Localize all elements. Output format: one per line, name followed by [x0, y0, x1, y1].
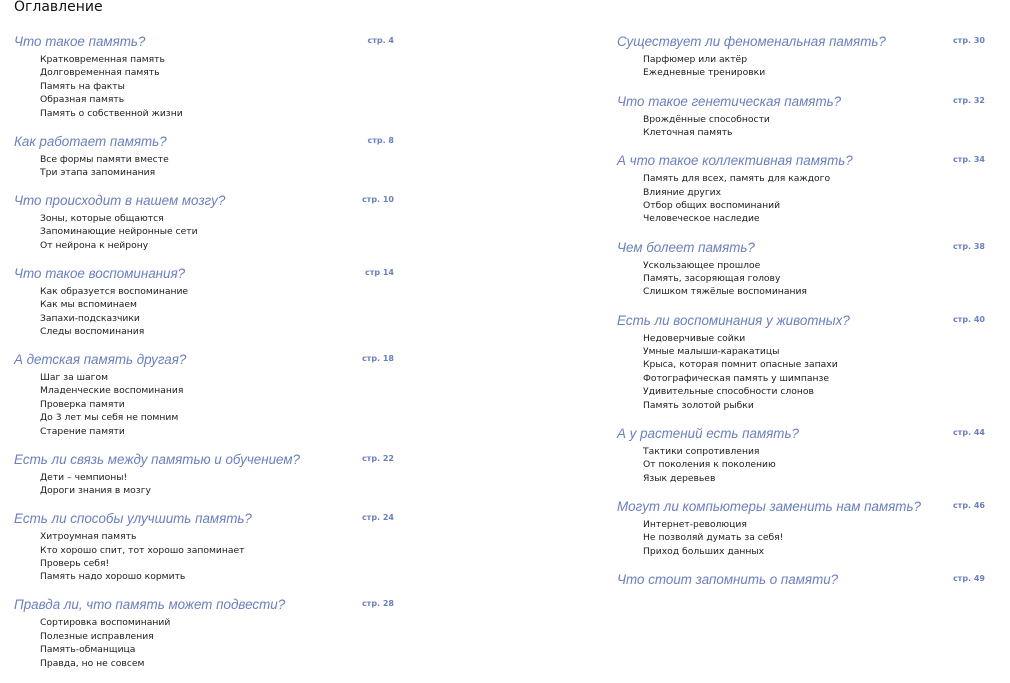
subtopic-item: Интернет-революция — [643, 518, 747, 530]
subtopic-item: Память на факты — [40, 80, 125, 92]
toc-section — [617, 312, 997, 412]
subtopic-item: Память, засоряющая голову — [643, 273, 781, 285]
section-title[interactable]: Есть ли способы улучшить память? — [14, 511, 252, 527]
subtopic-list — [14, 371, 394, 438]
section-title[interactable]: Что происходит в нашем мозгу? — [14, 193, 226, 209]
subtopic-item: Память о собственной жизни — [40, 107, 183, 119]
toc-section — [617, 425, 997, 485]
section-page-number: стр. 24 — [361, 513, 394, 523]
subtopic-item: Правда, но не совсем — [40, 657, 145, 669]
section-page-number: стр. 30 — [952, 36, 985, 45]
subtopic-item: Клеточная память — [643, 127, 733, 139]
subtopic-item: Человеческое наследие — [643, 213, 760, 225]
toc-section — [617, 152, 997, 226]
toc-section — [14, 451, 394, 498]
subtopic-item: От нейрона к нейрону — [40, 239, 149, 251]
subtopic-item: Влияние других — [643, 186, 722, 198]
subtopic-item: Дети – чемпионы! — [40, 471, 128, 483]
toc-left-column — [14, 33, 394, 683]
subtopic-item: Умные малыши-каракатицы — [643, 346, 780, 358]
subtopic-item: Отбор общих воспоминаний — [643, 200, 781, 212]
section-title[interactable]: Есть ли связь между памятью и обучением? — [14, 451, 300, 467]
subtopic-list — [617, 445, 997, 485]
subtopic-item: До 3 лет мы себя не помним — [40, 412, 179, 424]
subtopic-item: Приход больших данных — [643, 545, 765, 557]
section-title[interactable]: Что стоит запомнить о памяти? — [617, 571, 839, 587]
subtopic-item: Зоны, которые общаются — [40, 213, 164, 225]
toc-section — [617, 239, 997, 299]
subtopic-list — [14, 212, 394, 252]
toc-section — [617, 571, 997, 588]
subtopic-item: Недоверчивые сойки — [643, 332, 746, 344]
subtopic-list — [14, 285, 394, 339]
toc-section — [14, 265, 394, 339]
section-title[interactable]: А что такое коллективная память? — [617, 153, 853, 169]
subtopic-list — [14, 616, 394, 670]
subtopic-item: Образная память — [40, 94, 125, 106]
section-page-number: стр. 8 — [367, 135, 394, 145]
subtopic-list — [14, 53, 394, 120]
subtopic-item: Язык деревьев — [643, 472, 716, 484]
subtopic-item: Память для всех, память для каждого — [643, 173, 831, 185]
section-title[interactable]: Как работает память? — [14, 133, 167, 149]
section-page-number: стр. 10 — [361, 195, 394, 205]
subtopic-list — [617, 332, 997, 412]
section-page-number: стр. 22 — [361, 453, 394, 463]
subtopic-item: Дороги знания в мозгу — [40, 485, 151, 497]
subtopic-item: Крыса, которая помнит опасные запахи — [643, 359, 838, 371]
section-title[interactable]: Что такое воспоминания? — [14, 265, 186, 281]
toc-section — [14, 133, 394, 180]
subtopic-item: Память надо хорошо кормить — [40, 571, 186, 583]
subtopic-list — [14, 530, 394, 584]
subtopic-item: Как мы вспоминаем — [40, 299, 137, 311]
subtopic-item: Фотографическая память у шимпанзе — [643, 372, 830, 384]
subtopic-item: От поколения к поколению — [643, 459, 776, 471]
toc-section — [617, 93, 997, 140]
subtopic-item: Сортировка воспоминаний — [40, 617, 171, 629]
subtopic-item: Шаг за шагом — [40, 372, 109, 384]
subtopic-item: Ускользающее прошлое — [643, 259, 761, 271]
subtopic-item: Память золотой рыбки — [643, 399, 754, 411]
subtopic-item: Три этапа запоминания — [40, 167, 156, 179]
section-title[interactable]: Что такое память? — [14, 34, 146, 49]
section-title[interactable]: А детская память другая? — [14, 352, 187, 368]
section-page-number: стр. 32 — [952, 95, 985, 105]
subtopic-item: Следы воспоминания — [40, 326, 145, 338]
section-page-number: стр. 46 — [952, 500, 985, 510]
section-title[interactable]: Есть ли воспоминания у животных? — [617, 312, 850, 328]
subtopic-list — [617, 259, 997, 299]
subtopic-item: Все формы памяти вместе — [40, 153, 169, 165]
subtopic-item: Удивительные способности слонов — [643, 386, 814, 398]
toc-section — [14, 596, 394, 670]
section-page-number: стр. 40 — [952, 314, 985, 324]
subtopic-list — [14, 471, 394, 498]
subtopic-item: Память-обманщица — [40, 644, 136, 656]
subtopic-list — [617, 53, 997, 80]
toc-section — [14, 351, 394, 438]
subtopic-item: Не позволяй думать за себя! — [643, 532, 784, 544]
subtopic-item: Запоминающие нейронные сети — [40, 226, 198, 238]
section-page-number: стр. 34 — [952, 155, 985, 165]
subtopic-list — [617, 172, 997, 226]
subtopic-item: Запахи-подсказчики — [40, 312, 140, 324]
subtopic-item: Слишком тяжёлые воспоминания — [643, 286, 807, 298]
subtopic-item: Проверь себя! — [40, 557, 110, 569]
section-page-number: стр. 38 — [952, 241, 985, 251]
subtopic-item: Врождённые способности — [643, 113, 770, 125]
section-page-number: стр. 18 — [361, 354, 394, 364]
subtopic-item: Проверка памяти — [40, 398, 125, 410]
section-title[interactable]: Что такое генетическая память? — [617, 93, 842, 109]
subtopic-item: Долговременная память — [40, 67, 160, 79]
subtopic-item: Младенческие воспоминания — [40, 385, 184, 397]
section-page-number: стр. 28 — [361, 599, 394, 609]
subtopic-item: Кратковременная память — [40, 54, 165, 65]
section-page-number: стр 14 — [364, 267, 394, 277]
subtopic-item: Старение памяти — [40, 425, 125, 437]
section-title[interactable]: А у растений есть память? — [617, 425, 799, 441]
toc-section — [14, 192, 394, 252]
subtopic-item: Кто хорошо спит, тот хорошо запоминает — [40, 544, 245, 556]
subtopic-list — [14, 153, 394, 180]
subtopic-item: Полезные исправления — [40, 630, 154, 642]
toc-section — [617, 498, 997, 558]
subtopic-list — [617, 113, 997, 140]
subtopic-item: Парфюмер или актёр — [643, 54, 748, 65]
subtopic-item: Тактики сопротивления — [643, 445, 760, 457]
section-page-number: стр. 44 — [952, 427, 985, 437]
subtopic-item: Хитроумная память — [40, 531, 137, 543]
section-title[interactable]: Могут ли компьютеры заменить нам память? — [617, 498, 921, 514]
toc-section — [14, 510, 394, 584]
section-title[interactable]: Существует ли феноменальная память? — [617, 34, 886, 49]
subtopic-item: Ежедневные тренировки — [643, 67, 766, 79]
toc-section — [14, 33, 394, 120]
section-page-number: стр. 49 — [952, 573, 985, 583]
section-title[interactable]: Чем болеет память? — [617, 239, 755, 255]
section-title[interactable]: Правда ли, что память может подвести? — [14, 597, 286, 613]
section-page-number: стр. 4 — [367, 36, 394, 45]
toc-right-column — [617, 33, 997, 601]
subtopic-item: Как образуется воспоминание — [40, 285, 189, 297]
page-title: Оглавление — [14, 0, 103, 15]
subtopic-list — [617, 518, 997, 558]
toc-section — [617, 33, 997, 80]
